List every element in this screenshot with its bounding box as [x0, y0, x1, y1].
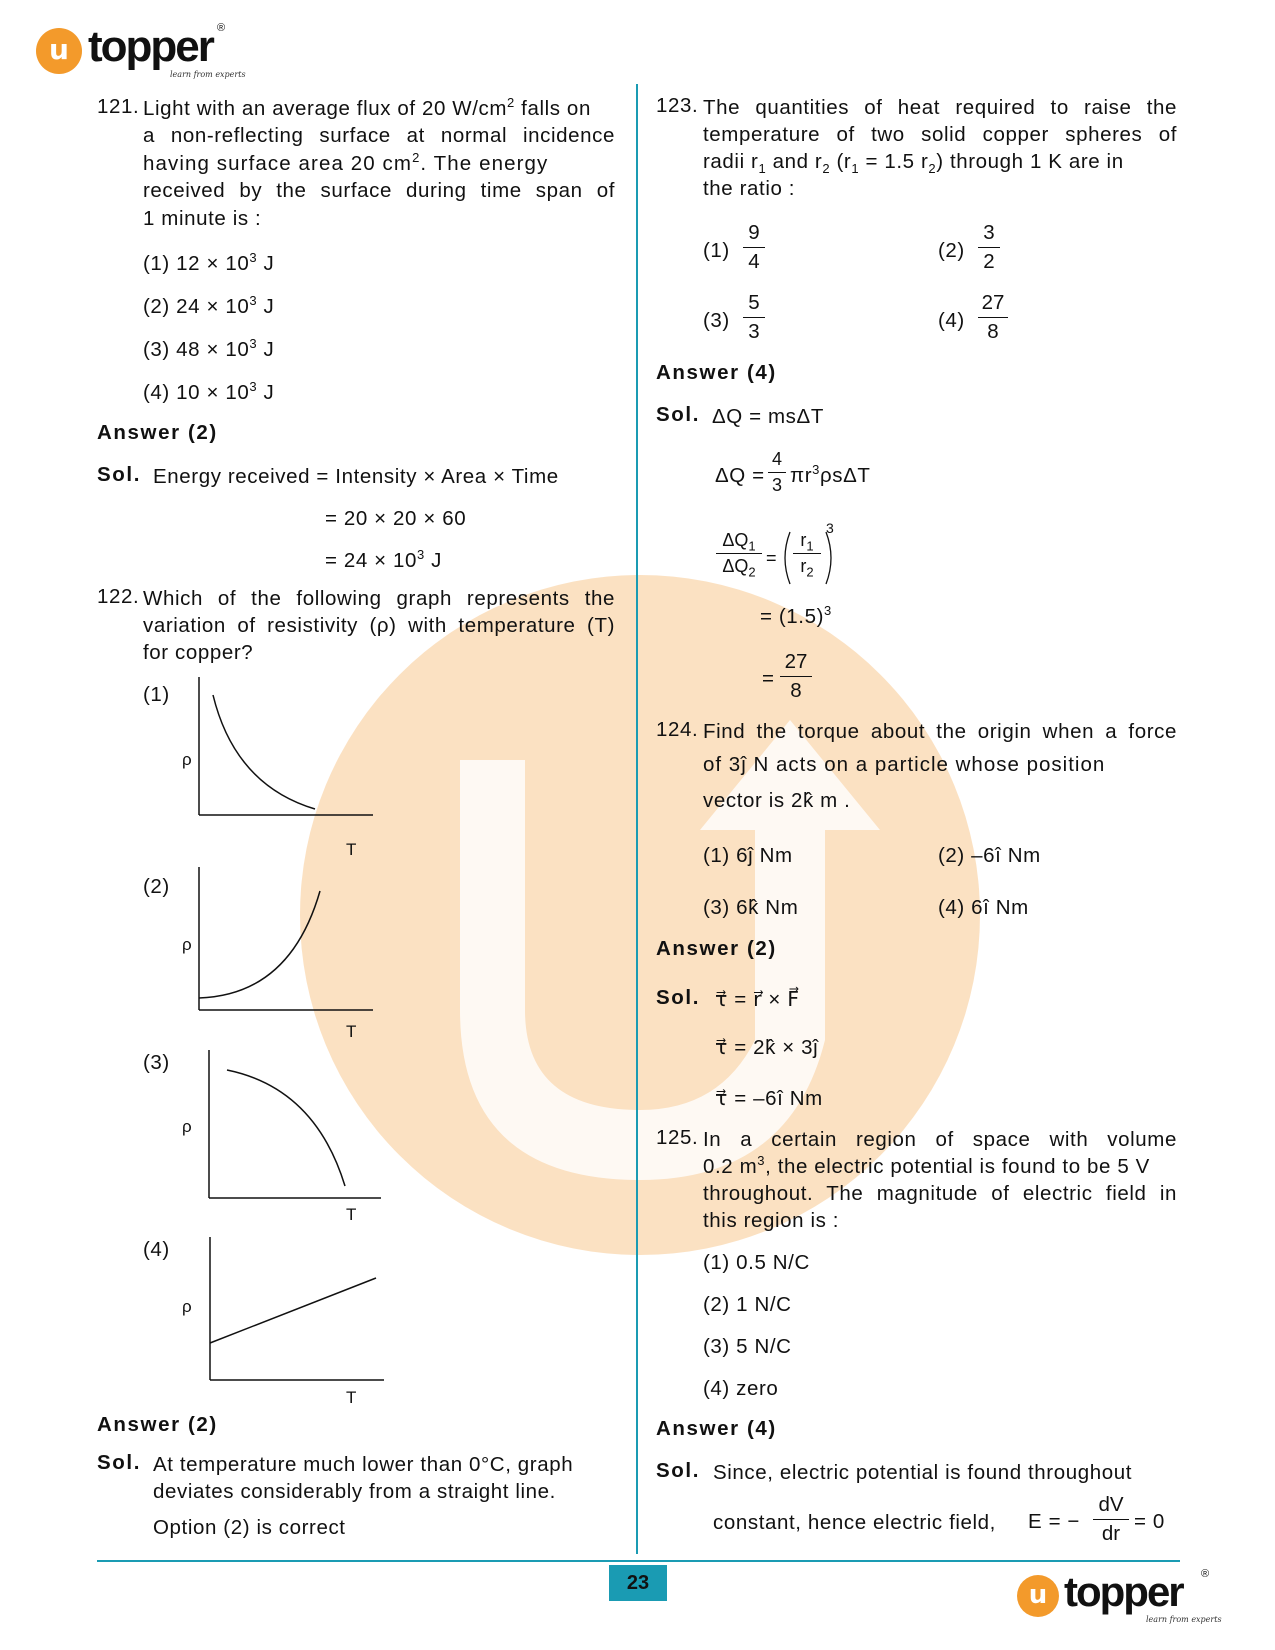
- q121-option-4: [143, 379, 274, 406]
- q124-text-line3: [703, 787, 850, 814]
- q122-sol-line2: deviates considerably from a straight line.: [153, 1480, 556, 1503]
- q123-opt4-den: 8: [987, 320, 999, 343]
- graph3-y-label: ρ: [182, 1117, 192, 1136]
- q123-sub-c: 1: [851, 161, 860, 177]
- q122-sol-label: Sol.: [97, 1451, 141, 1474]
- q123-eq3-right-fraction: [793, 530, 821, 580]
- graph4-x-label: T: [346, 1388, 357, 1407]
- q121-opt1-text: (1) 12 × 10: [143, 252, 250, 275]
- q123-option-2-label: (2): [938, 239, 965, 262]
- q124-text-line1: Find the torque about the origin when a force: [703, 720, 1177, 743]
- q125-option-2: (2) 1 N/C: [703, 1293, 792, 1316]
- q121-sup2: 2: [412, 150, 421, 166]
- graph4-y-label: ρ: [182, 1297, 192, 1316]
- q121-sol-line1: Energy received = Intensity × Area × Time: [153, 465, 559, 488]
- q124-l3c: m .: [813, 789, 851, 812]
- q123-text-line4: the ratio :: [703, 177, 796, 200]
- q125-eq-fraction: [1093, 1493, 1129, 1546]
- q123-opt2-num: 3: [983, 221, 995, 244]
- q125-sol-line1: Since, electric potential is found throughout: [713, 1461, 1133, 1484]
- q123-opt2-den: 2: [983, 250, 995, 273]
- q125-text-line1: In a certain region of space with volume: [703, 1128, 1177, 1151]
- q123-text-line3: [703, 148, 1124, 175]
- graph3-x-label: T: [346, 1205, 357, 1224]
- footer-logo-registered: ®: [1201, 1568, 1210, 1580]
- graph3-curve: [227, 1070, 345, 1186]
- q123-eq3-rnum-wrap: [793, 530, 821, 554]
- q123-eq2-sup: 3: [812, 462, 821, 478]
- q123-sol-label: Sol.: [656, 403, 700, 426]
- q122-sol-line3: Option (2) is correct: [153, 1516, 346, 1539]
- graph1-x-label: T: [346, 840, 357, 859]
- q121-line3a: having surface area 20 cm: [143, 152, 413, 175]
- q123-eq3-rden-sub: 2: [806, 564, 814, 580]
- q123-eq5-num: 27: [784, 650, 808, 673]
- q123-text-line1: The quantities of heat required to raise the: [703, 96, 1177, 119]
- q123-eq3-num-wrap: [716, 530, 762, 554]
- q123-sub-d: 2: [928, 161, 937, 177]
- q123-eq5-fraction: [780, 650, 812, 703]
- q121-opt1-unit: J: [257, 252, 275, 275]
- q123-number: 123.: [656, 94, 699, 117]
- q123-opt1-den: 4: [748, 250, 760, 273]
- header-logo-badge: u: [36, 28, 82, 74]
- q121-opt3-text: (3) 48 × 10: [143, 338, 250, 361]
- q123-eq3-num-sub: 1: [748, 538, 756, 554]
- q123-eq2r-b: ρsΔT: [820, 464, 871, 487]
- q121-sol3b: J: [424, 549, 443, 572]
- q123-opt3-num: 5: [748, 291, 760, 314]
- q123-eq2r-a: πr: [790, 464, 813, 487]
- q121-option-3: [143, 336, 274, 363]
- q123-eq2-den: 3: [771, 475, 782, 495]
- q123-eq2-left: ΔQ =: [715, 464, 765, 487]
- column-divider: [636, 84, 638, 1554]
- footer-rule: [97, 1560, 1180, 1562]
- q125-l2sup: 3: [757, 1153, 766, 1169]
- q123-option-4-label: (4): [938, 309, 965, 332]
- q123-eq3-exponent: 3: [826, 520, 834, 536]
- q125-text-line4: this region is :: [703, 1209, 840, 1232]
- q124-l2a: of 3: [703, 753, 742, 776]
- q124-sol-line1: τ⃗ = r⃗ × F⃗: [715, 988, 800, 1011]
- graph2-y-label: ρ: [182, 935, 192, 954]
- q123-eq5-den: 8: [790, 679, 802, 702]
- q122-option-3-label: (3): [143, 1051, 170, 1074]
- q125-option-1: (1) 0.5 N/C: [703, 1251, 810, 1274]
- q124-l2c: N acts on a particle whose position: [746, 753, 1106, 776]
- graph1-y-label: ρ: [182, 750, 192, 769]
- header-logo-tagline: learn from experts: [170, 70, 246, 79]
- q124-l3a: vector is 2: [703, 789, 804, 812]
- q125-eq-right: = 0: [1134, 1510, 1165, 1533]
- q123-eq3-rnum: r: [800, 530, 807, 550]
- q121-opt4-text: (4) 10 × 10: [143, 381, 250, 404]
- q125-eq-bar: [1093, 1519, 1129, 1520]
- q123-l3b: and r: [766, 150, 823, 173]
- q123-eq3-rden-wrap: [793, 556, 821, 580]
- q123-eq3-rden: r: [800, 556, 807, 576]
- q124-number: 124.: [656, 718, 699, 741]
- q123-option-3-label: (3): [703, 309, 730, 332]
- q123-option-2-fraction: [978, 221, 1000, 274]
- q121-sol-label: Sol.: [97, 463, 141, 486]
- q125-text-line3: throughout. The magnitude of electric field in: [703, 1182, 1177, 1205]
- q123-answer: Answer (4): [656, 361, 777, 384]
- q122-graph-2: [195, 865, 375, 1015]
- q124-sol-line3: τ⃗ = –6î Nm: [715, 1087, 823, 1110]
- q125-sol-line2: constant, hence electric field,: [713, 1511, 996, 1534]
- q122-graph-4: [206, 1235, 386, 1385]
- q125-eq-left: E = −: [1028, 1510, 1081, 1533]
- q123-eq5-bar: [780, 676, 812, 677]
- q124-l2b: ĵ: [741, 753, 747, 776]
- q121-option-2: [143, 293, 274, 320]
- q123-opt4-num: 27: [981, 291, 1005, 314]
- q123-eq2-fraction: [768, 449, 786, 496]
- q121-opt4-unit: J: [257, 381, 275, 404]
- q123-eq2-bar: [768, 472, 786, 473]
- q121-text-line2: a non-reflecting surface at normal incidence: [143, 124, 615, 147]
- q125-sol-label: Sol.: [656, 1459, 700, 1482]
- q123-opt3-bar: [743, 317, 765, 318]
- q123-sub-b: 2: [822, 161, 831, 177]
- footer-logo-text: topper: [1064, 1568, 1183, 1615]
- q121-text-line1: [143, 95, 615, 122]
- q124-l3b: k̂: [803, 789, 814, 812]
- q123-eq4-text: = (1.5): [760, 605, 825, 628]
- q122-graph-1: [195, 675, 375, 835]
- footer-logo-tagline: learn from experts: [1146, 1615, 1222, 1624]
- q123-opt1-bar: [743, 247, 765, 248]
- q125-l2b: , the electric potential is found to be 5 V: [765, 1155, 1150, 1178]
- header-logo-registered: ®: [217, 22, 226, 34]
- q121-text-line5: 1 minute is :: [143, 207, 262, 230]
- q121-text-line4: received by the surface during time span of: [143, 179, 615, 202]
- page-number: 23: [609, 1565, 667, 1601]
- q124-option-2: (2) –6î Nm: [938, 844, 1041, 867]
- q123-eq3-num: ΔQ: [722, 530, 749, 550]
- q125-eq-num: dV: [1098, 1493, 1124, 1516]
- q123-option-1-label: (1): [703, 239, 730, 262]
- q121-line1a: Light with an average flux of 20 W/cm: [143, 97, 508, 120]
- q123-option-1-fraction: [743, 221, 765, 274]
- q123-eq2-right: [790, 462, 871, 489]
- q121-opt1-sup: 3: [249, 250, 258, 266]
- q123-eq3-den-wrap: [716, 556, 762, 580]
- q122-text-line1: Which of the following graph represents the: [143, 587, 615, 610]
- q122-sol-line1: At temperature much lower than 0°C, graph: [153, 1453, 574, 1476]
- q121-sol-line3: [325, 547, 442, 574]
- q123-text-line2: temperature of two solid copper spheres of: [703, 123, 1177, 146]
- q122-text-line3: for copper?: [143, 641, 254, 664]
- q125-l2a: 0.2 m: [703, 1155, 758, 1178]
- q124-option-3: (3) 6k̂ Nm: [703, 896, 799, 919]
- left-paren: [785, 532, 790, 584]
- q121-sol-line2: = 20 × 20 × 60: [325, 507, 467, 530]
- q121-line1b: falls on: [514, 97, 591, 120]
- q125-option-3: (3) 5 N/C: [703, 1335, 792, 1358]
- q125-option-4: (4) zero: [703, 1377, 779, 1400]
- q123-l3a: radii r: [703, 150, 759, 173]
- q123-option-4-fraction: [978, 291, 1008, 344]
- right-paren: [826, 532, 831, 584]
- q123-eq3-den: ΔQ: [722, 556, 749, 576]
- q121-opt2-unit: J: [257, 295, 275, 318]
- q121-text-line3: [143, 150, 615, 177]
- q121-option-1: [143, 250, 274, 277]
- q123-eq3-rnum-sub: 1: [806, 538, 814, 554]
- q125-text-line2: [703, 1153, 1150, 1180]
- q121-opt3-sup: 3: [249, 336, 258, 352]
- q123-eq3-equals: =: [766, 548, 778, 568]
- graph2-x-label: T: [346, 1022, 357, 1041]
- q121-opt4-sup: 3: [249, 379, 258, 395]
- q122-option-4-label: (4): [143, 1238, 170, 1261]
- q121-line3b: . The energy: [420, 152, 549, 175]
- q121-sol3a: = 24 × 10: [325, 549, 418, 572]
- q125-number: 125.: [656, 1126, 699, 1149]
- q122-number: 122.: [97, 585, 140, 608]
- q121-opt2-sup: 3: [249, 293, 258, 309]
- header-logo-text: topper: [88, 22, 213, 71]
- footer-logo-badge: u: [1017, 1575, 1059, 1617]
- q123-opt1-num: 9: [748, 221, 760, 244]
- q123-eq3-den-sub: 2: [748, 564, 756, 580]
- q124-text-line2: [703, 751, 1177, 778]
- q124-option-4: (4) 6î Nm: [938, 896, 1029, 919]
- q124-answer: Answer (2): [656, 937, 777, 960]
- q123-eq2-num: 4: [771, 449, 782, 469]
- q121-sol3-sup: 3: [417, 547, 425, 563]
- q123-eq5-equals: =: [762, 667, 775, 690]
- q121-number: 121.: [97, 95, 140, 118]
- q123-eq4-sup: 3: [824, 603, 832, 619]
- q123-option-3-fraction: [743, 291, 765, 344]
- q123-l3c: (r: [830, 150, 852, 173]
- graph1-curve: [213, 695, 315, 809]
- q122-option-2-label: (2): [143, 875, 170, 898]
- q121-answer: Answer (2): [97, 421, 218, 444]
- q122-answer: Answer (2): [97, 1413, 218, 1436]
- q123-opt4-bar: [978, 317, 1008, 318]
- q122-graph-3: [205, 1048, 385, 1203]
- q122-option-1-label: (1): [143, 683, 170, 706]
- q121-opt2-text: (2) 24 × 10: [143, 295, 250, 318]
- q123-eq3-left-fraction: [716, 530, 762, 580]
- q123-opt2-bar: [978, 247, 1000, 248]
- q125-answer: Answer (4): [656, 1417, 777, 1440]
- q123-l3e: ) through 1 K are in: [936, 150, 1124, 173]
- q121-sup1: 2: [507, 95, 515, 111]
- q122-text-line2: variation of resistivity (ρ) with temperature (T): [143, 614, 615, 637]
- q123-sub-a: 1: [758, 161, 767, 177]
- q123-l3d: = 1.5 r: [859, 150, 929, 173]
- q124-option-1: (1) 6ĵ Nm: [703, 844, 793, 867]
- q124-sol-line2: τ⃗ = 2k̂ × 3ĵ: [715, 1036, 819, 1059]
- q121-opt3-unit: J: [257, 338, 275, 361]
- q123-opt3-den: 3: [748, 320, 760, 343]
- q123-sol-line1: ΔQ = msΔT: [712, 405, 824, 428]
- q123-eq4: [760, 603, 832, 630]
- graph4-line: [210, 1278, 376, 1343]
- graph2-curve: [199, 891, 320, 998]
- q124-sol-label: Sol.: [656, 986, 700, 1009]
- q125-eq-den: dr: [1101, 1522, 1121, 1545]
